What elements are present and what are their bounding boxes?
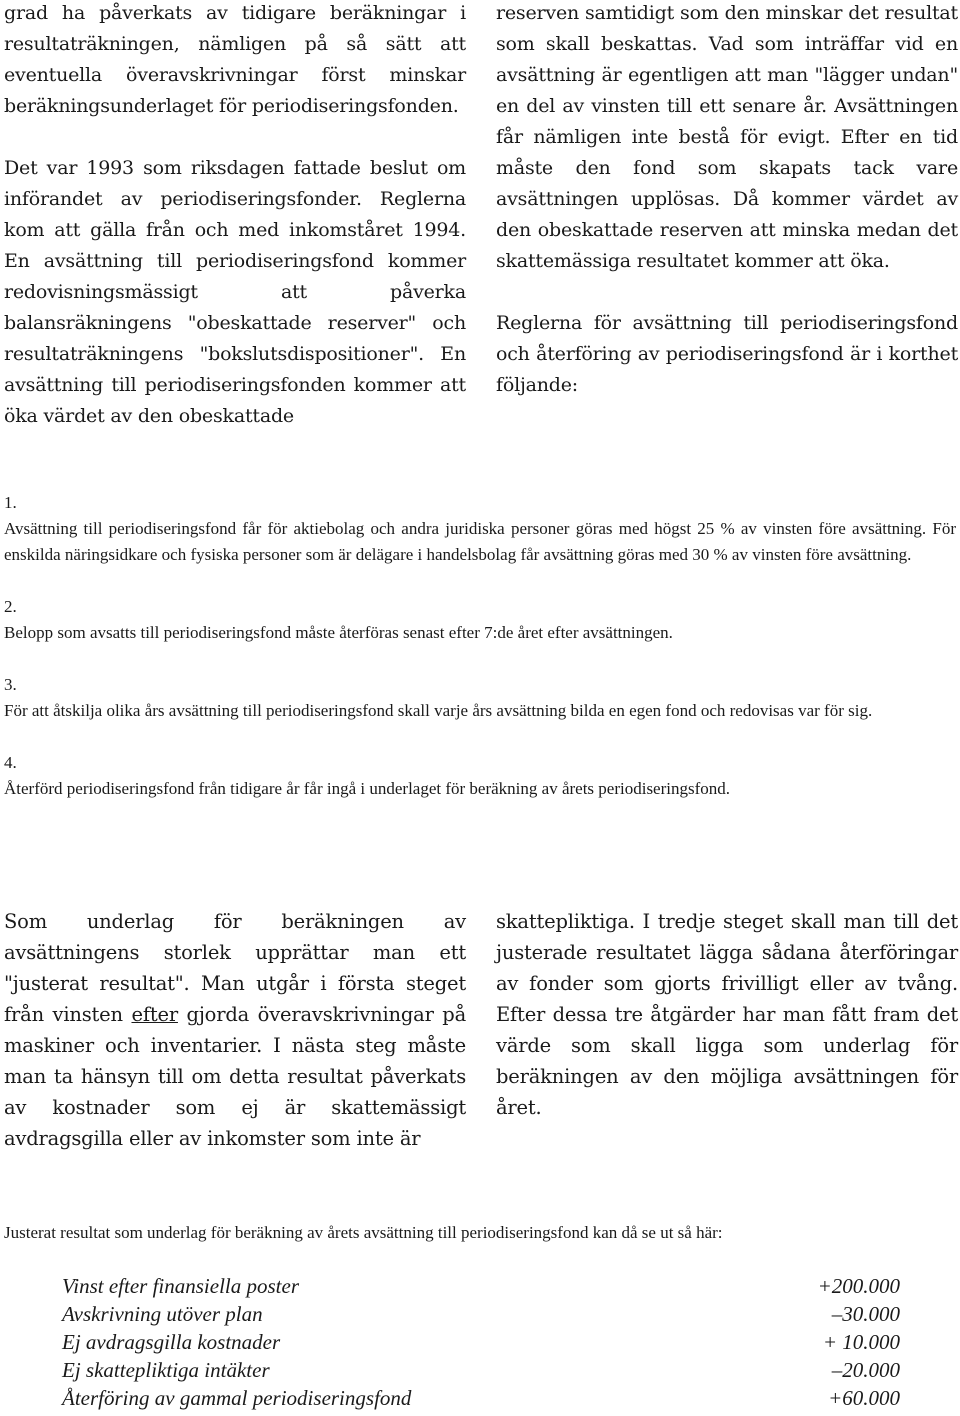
calculation-label: Ej avdragsgilla kostnader [62, 1330, 281, 1354]
rule-text: För att åtskilja olika års avsättning till periodiseringsfond skall varje års avsättning bilda en egen fond och redovisas var för sig. [4, 701, 873, 720]
calculation-amount: +200.000 [817, 1274, 900, 1298]
calculation-row [62, 1356, 900, 1384]
calculation-label: Avskrivning utöver plan [62, 1302, 263, 1326]
rules-list [4, 490, 956, 828]
rule-text: Återförd periodiseringsfond från tidigare år får ingå i underlaget för beräkning av årets periodiseringsfond. [4, 779, 731, 798]
calculation-amount: –30.000 [831, 1302, 900, 1326]
text-segment: Som underlag för beräkningen av avsättningens storlek upprättar man ett "justerat resultat". Man utgår i första steget från vinsten [4, 910, 466, 1026]
rule-item [4, 750, 956, 802]
calculation-label: Återföring av gammal periodiseringsfond [62, 1386, 412, 1410]
rule-number: 3. [4, 675, 17, 694]
rule-text: Belopp som avsatts till periodiseringsfond måste återföras senast efter 7:de året efter avsättningen. [4, 623, 673, 642]
calculation-row [62, 1300, 900, 1328]
rule-item [4, 490, 956, 568]
paragraph: reserven samtidigt som den minskar det resultat som skall beskattas. Vad som inträffar vid en avsättning är egentligen att man "lägger undan" en del av vinsten till ett senare år. Avsättningen får nämligen inte bestå för evigt. Efter en tid måste den fond som skapats tack vare avsättningen upplösas. Då kommer värdet av den obeskattade reserven att minska medan det skattemässiga resultatet kommer att öka. [496, 2, 958, 272]
calculation-row [62, 1328, 900, 1356]
rule-item [4, 672, 956, 724]
top-right-column [496, 0, 958, 401]
bottom-right-column [496, 906, 958, 1123]
calculation-label: Ej skattepliktiga intäkter [62, 1358, 270, 1382]
paragraph [4, 906, 466, 1154]
emphasis-underlined: efter [131, 1003, 178, 1026]
top-left-column [4, 0, 466, 432]
calculation-intro: Justerat resultat som underlag för beräkning av årets avsättning till periodiseringsfond kan då se ut så här: [4, 1223, 723, 1242]
rule-item [4, 594, 956, 646]
paragraph: Reglerna för avsättning till periodiseringsfond och återföring av periodiseringsfond är i korthet följande: [496, 312, 958, 396]
paragraph: Det var 1993 som riksdagen fattade beslut om införandet av periodiseringsfonder. Reglerna kom att gälla från och med inkomståret 1994. En avsättning till periodiseringsfond kommer redovisningsmässigt att påverka balansräkningens "obeskattade reserver" och resultaträkningens "bokslutsdispositioner". En avsättning till periodiseringsfonden kommer att öka värdet av den obeskattade [4, 157, 466, 427]
calculation-row [62, 1272, 900, 1300]
calculation-amount: +60.000 [828, 1386, 900, 1410]
rule-number: 2. [4, 597, 17, 616]
paragraph: grad ha påverkats av tidigare beräkningar i resultaträkningen, nämligen på så sätt att eventuella överavskrivningar först minskar beräkningsunderlaget för periodiseringsfonden. [4, 2, 466, 117]
bottom-left-column [4, 906, 466, 1154]
calculation-label: Vinst efter finansiella poster [62, 1274, 300, 1298]
rule-number: 4. [4, 753, 17, 772]
calculation-amount: + 10.000 [822, 1330, 900, 1354]
paragraph: skattepliktiga. I tredje steget skall man till det justerade resultatet lägga sådana återföringar av fonder som gjorts frivilligt eller av tvång. Efter dessa tre åtgärder har man fått fram det värde som skall ligga som underlag för beräkningen av den möjliga avsättningen för året. [496, 910, 958, 1119]
calculation-amount: –20.000 [831, 1358, 900, 1382]
calculation-table [62, 1272, 900, 1412]
rule-number: 1. [4, 493, 17, 512]
text-segment: gjorda överavskrivningar på maskiner och inventarier. I nästa steg måste man ta hänsyn till om detta resultat påverkats av kostnader som ej är skattemässigt avdragsgilla eller av inkomster som inte är [4, 1003, 466, 1150]
rule-text: Avsättning till periodiseringsfond får för aktiebolag och andra juridiska personer göras med högst 25 % av vinsten före avsättning. För enskilda näringsidkare och fysiska personer som är delägare i handelsbolag får avsättning göras med 30 % av vinsten före avsättning. [4, 519, 956, 564]
calculation-row [62, 1384, 900, 1412]
